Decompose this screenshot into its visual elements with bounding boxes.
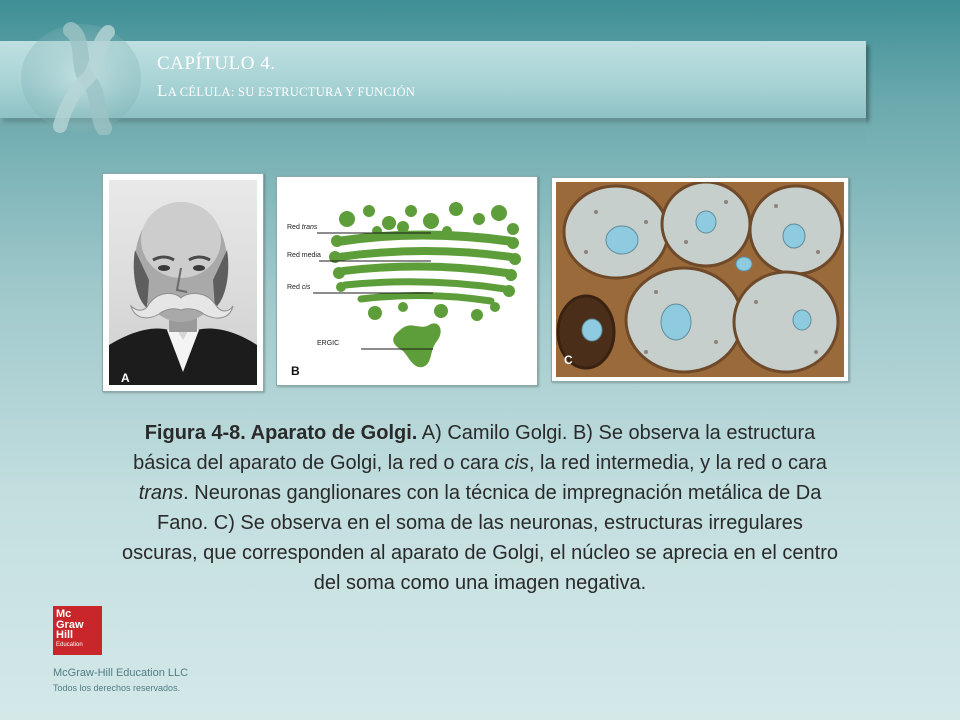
caption-part-1: A) Camilo Golgi. B) Se observa la estructura básica del aparato de Golgi, la red o cara	[133, 422, 816, 474]
logo-line-2: Graw	[56, 618, 84, 631]
label-red-trans: Red trans	[287, 224, 318, 231]
portrait-image	[109, 180, 257, 385]
chapter-title: CAPÍTULO 4.	[157, 53, 276, 74]
logo-line-4: Education	[56, 641, 83, 648]
footer-rights: Todos los derechos reservados.	[53, 683, 181, 693]
figure-panel-b	[276, 176, 538, 386]
caption-title: Figura 4-8. Aparato de Golgi.	[144, 422, 418, 444]
label-ergic: ERGIC	[317, 340, 340, 347]
caption-italic-trans: trans	[138, 482, 184, 504]
label-red-media: Red media	[287, 252, 321, 259]
panel-label-c: C	[564, 353, 573, 367]
figure-panel-a	[102, 173, 264, 392]
label-red-cis: Red cis	[287, 284, 311, 291]
neuron-micrograph	[556, 182, 844, 377]
mcgraw-hill-logo	[53, 606, 102, 655]
caption-italic-cis: cis	[504, 452, 529, 474]
chromosome-logo-icon	[16, 20, 146, 135]
subtitle-initial: L	[157, 81, 168, 100]
panel-label-b: B	[291, 364, 300, 378]
panel-label-a: A	[121, 371, 130, 385]
subtitle-rest: A CÉLULA: SU ESTRUCTURA Y FUNCIÓN	[167, 85, 416, 99]
logo-line-1: Mc	[56, 608, 72, 620]
caption-part-3: . Neuronas ganglionares con la técnica de impregnación metálica de Da Fano. C) Se observa en el soma de las neuronas, estructuras irregulares oscuras, que corresponden al aparato de Golgi, el núcleo se aprecia en el centro del soma como una imagen negativa.	[121, 482, 838, 594]
figure-caption	[118, 418, 842, 598]
logo-line-3: Hill	[56, 629, 74, 641]
caption-part-2: , la red intermedia, y la red o cara	[528, 452, 827, 474]
footer-company: McGraw-Hill Education LLC	[53, 667, 189, 679]
golgi-diagram	[281, 181, 533, 381]
figure-panel-c	[551, 177, 849, 382]
chapter-subtitle	[157, 81, 415, 101]
